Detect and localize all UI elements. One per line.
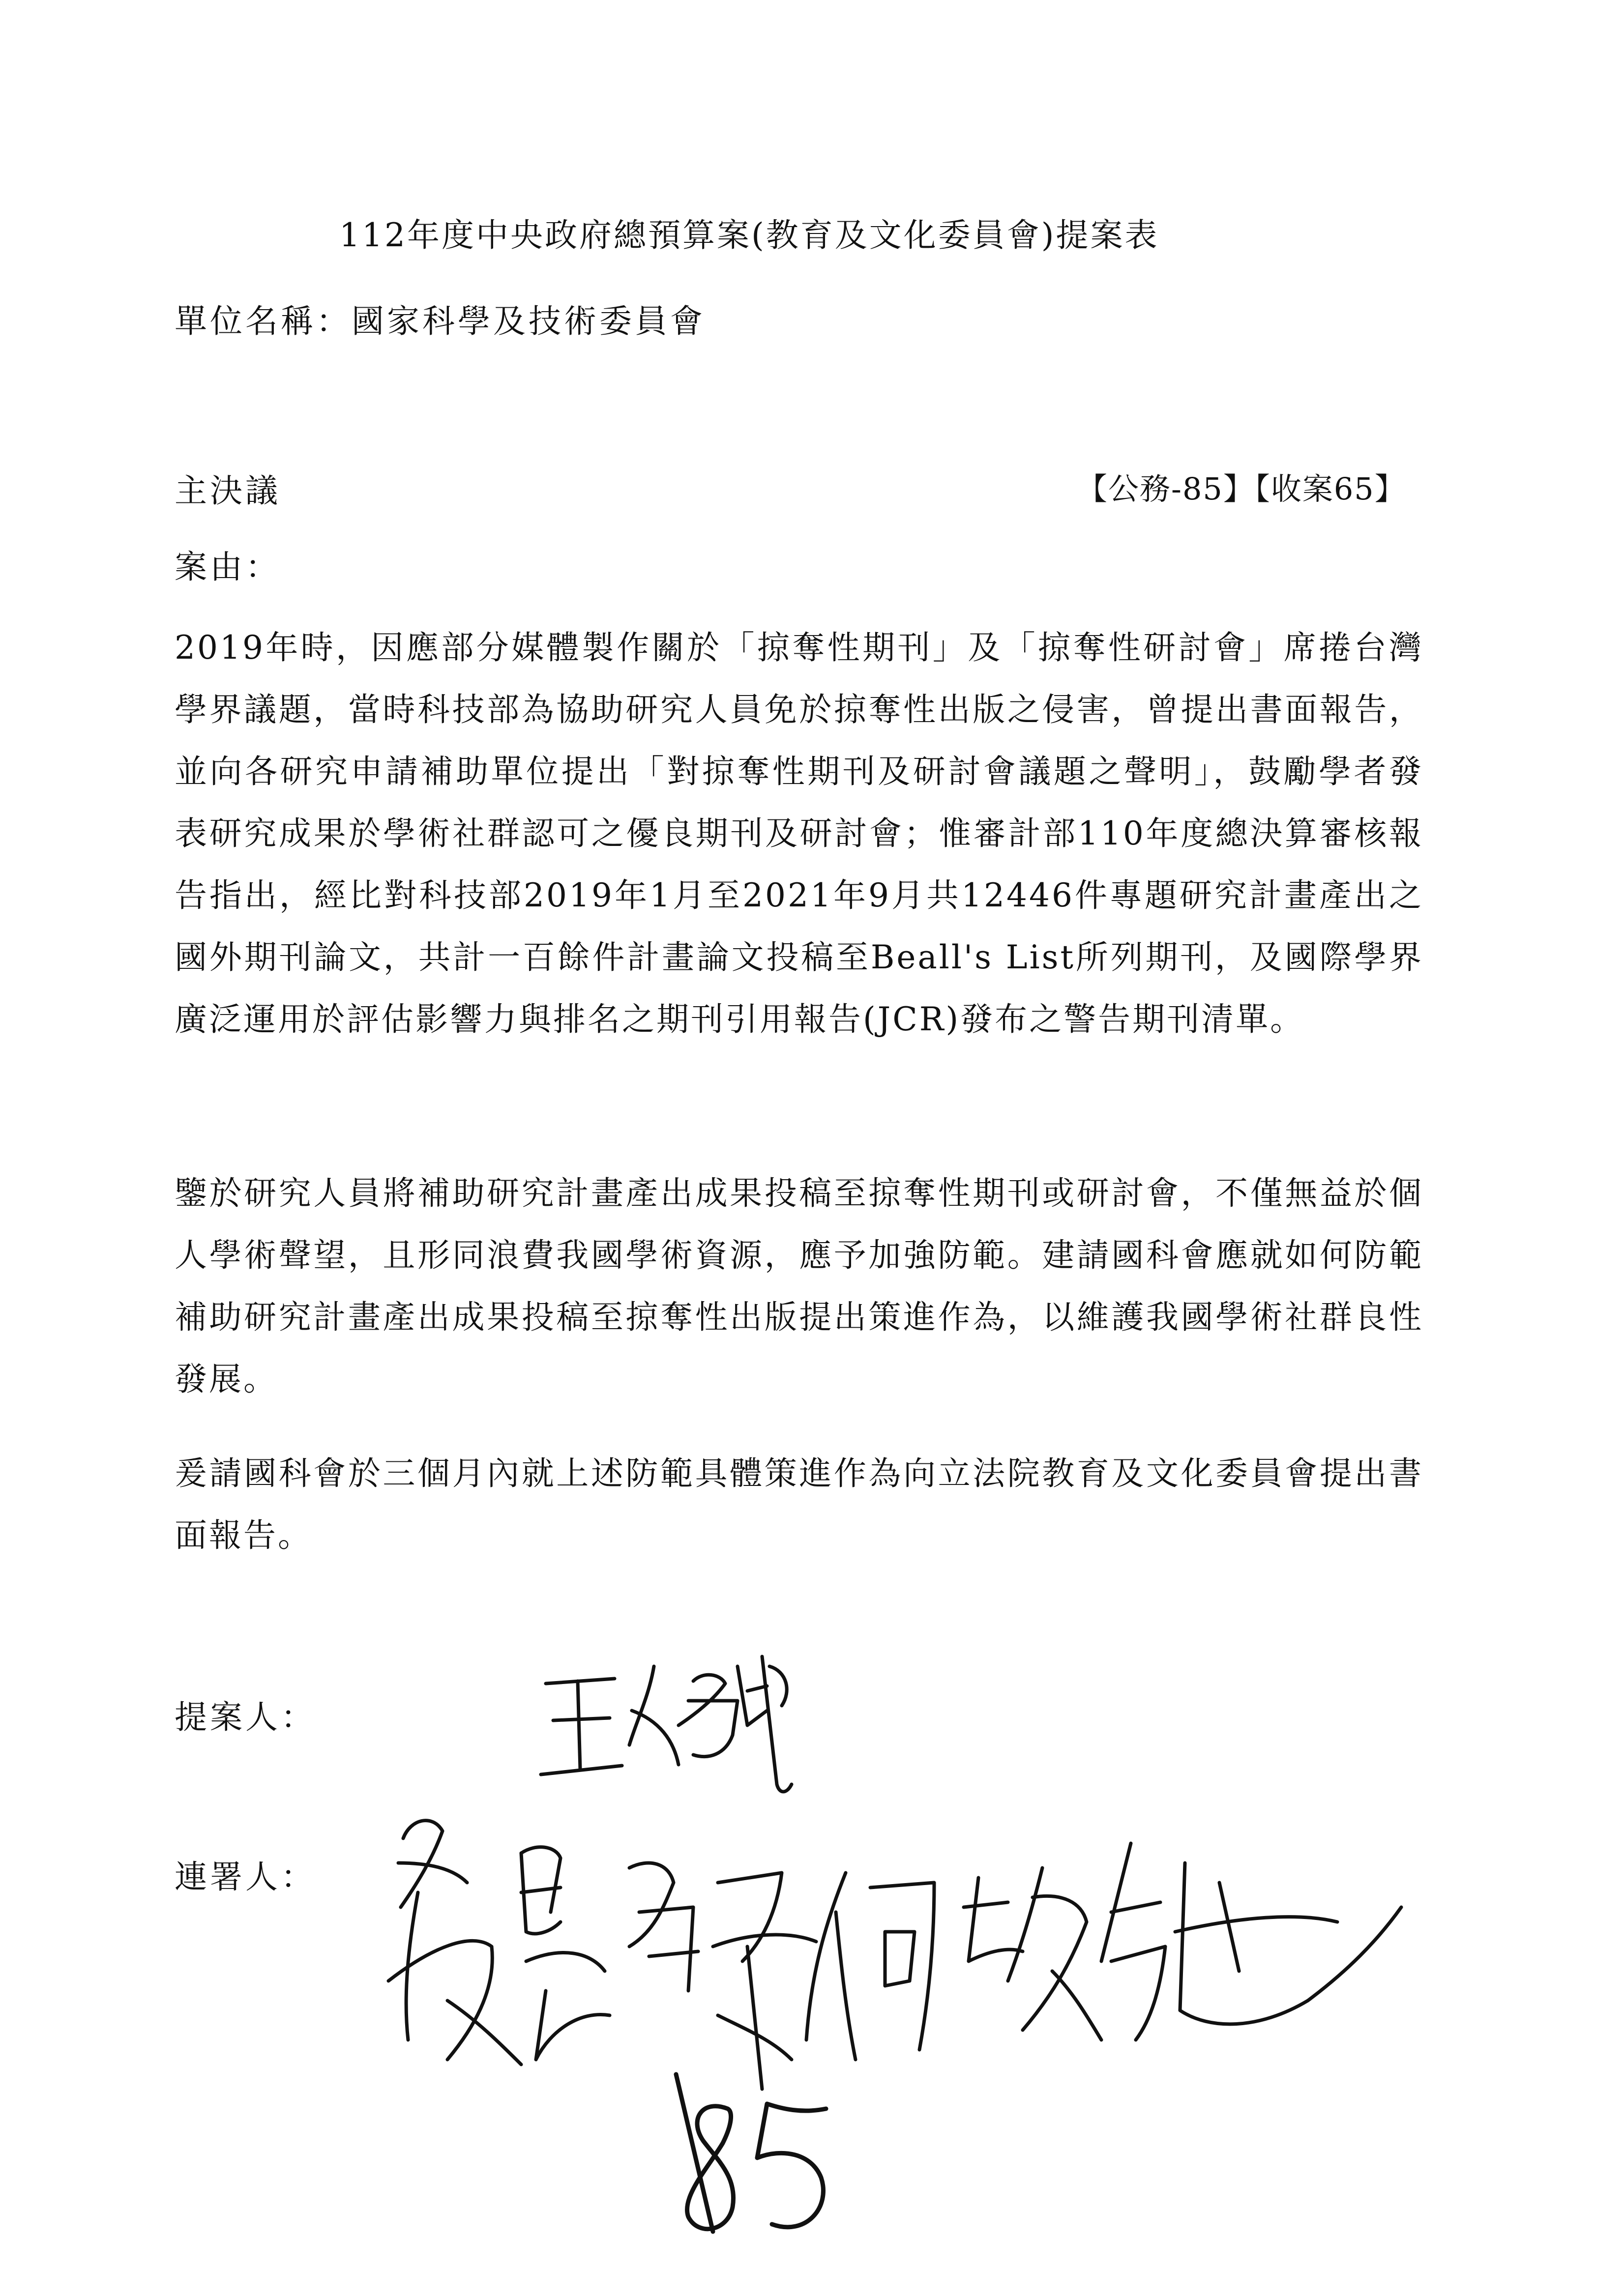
proposer-signature <box>531 1637 806 1799</box>
cosigner-signatures <box>374 1784 1426 2119</box>
reason-paragraph-1: 2019年時，因應部分媒體製作關於「掠奪性期刊」及「掠奪性研討會」席捲台灣學界議題，當時科技部為協助研究人員免於掠奪性出版之侵害，曾提出書面報告，並向各研究申請補助單位提出「對掠奪性期刊及研討會議題之聲明」，鼓勵學者發表研究成果於學術社群認可之優良期刊及研討會；惟審計部110年度總決算審核報告指出，經比對科技部2019年1月至2021年9月共12446件專題研究計畫產出之國外期刊論文，共計一百餘件計畫論文投稿至Beall's List所列期刊，及國際學界廣泛運用於評估影響力與排名之期刊引用報告(JCR)發布之警告期刊清單。 <box>175 629 1423 1038</box>
handwritten-page-number <box>659 2055 846 2251</box>
cosigner-label: 連署人： <box>175 1858 316 1896</box>
case-codes: 【公務-85】【收案65】 <box>1077 471 1406 507</box>
unit-name-line: 單位名稱：國家科學及技術委員會 <box>175 302 706 340</box>
resolution-label: 主決議 <box>175 472 281 510</box>
reason-paragraph-3: 爰請國科會於三個月內就上述防範具體策進作為向立法院教育及文化委員會提出書面報告。 <box>175 1454 1423 1554</box>
reason-paragraph-2: 鑒於研究人員將補助研究計畫產出成果投稿至掠奪性期刊或研討會，不僅無益於個人學術聲望，且形同浪費我國學術資源，應予加強防範。建請國科會應就如何防範補助研究計畫產出成果投稿至掠奪性出版提出策進作為，以維護我國學術社群良性發展。 <box>175 1174 1423 1398</box>
proposer-label: 提案人： <box>175 1698 316 1736</box>
document-title: 112年度中央政府總預算案(教育及文化委員會)提案表 <box>339 216 1159 254</box>
reason-heading: 案由： <box>175 548 281 586</box>
